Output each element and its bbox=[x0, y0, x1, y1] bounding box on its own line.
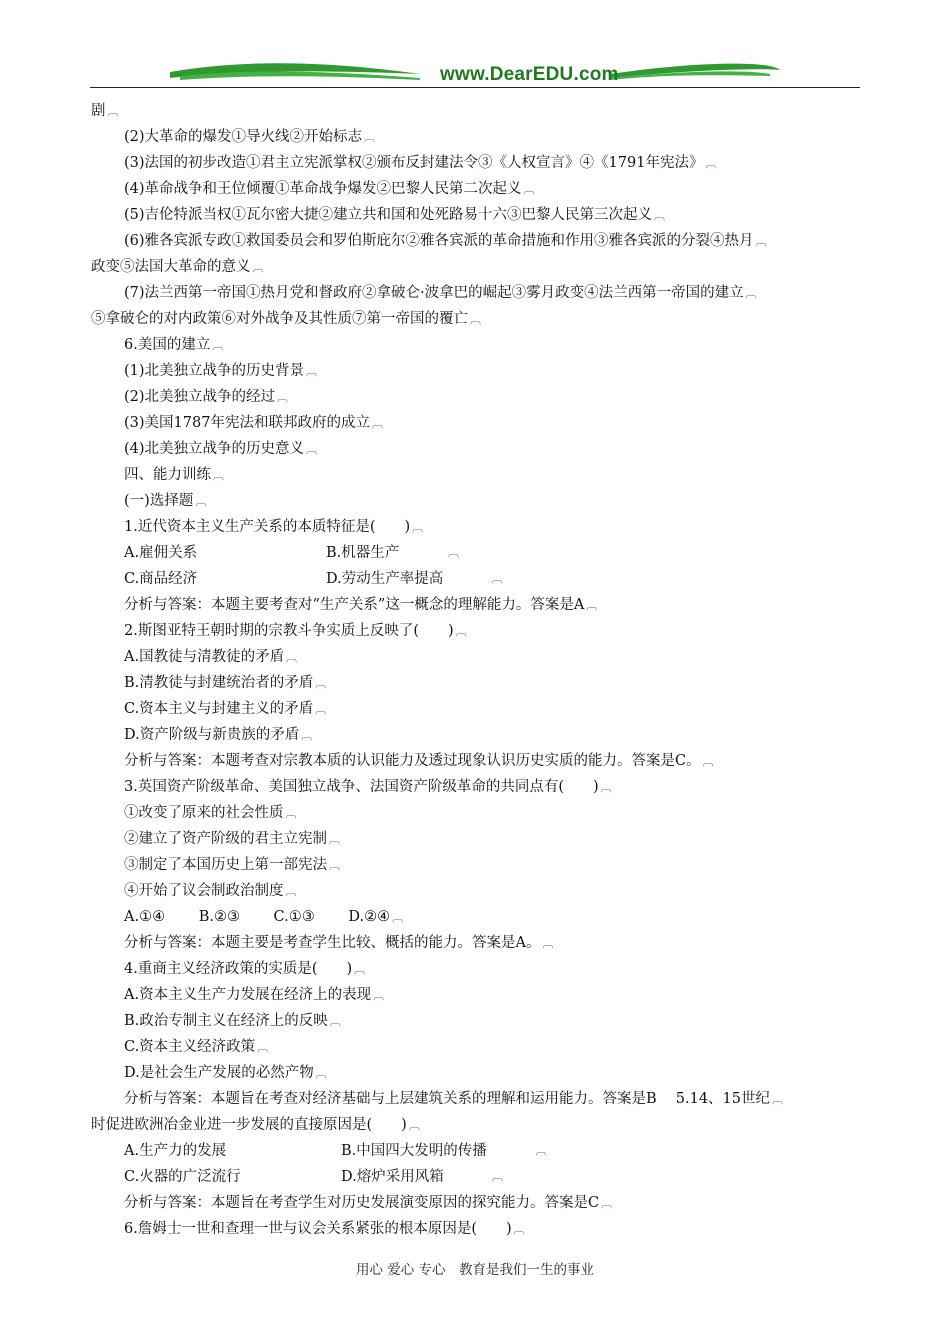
line-text: D.资产阶级与新贵族的矛盾 bbox=[124, 727, 300, 743]
text-line bbox=[91, 1060, 861, 1086]
text-line bbox=[91, 1112, 861, 1138]
line-text: 3.英国资产阶级革命、美国独立战争、法国资产阶级革命的共同点有( ) bbox=[124, 779, 599, 795]
line-text: (7)法兰西第一帝国①热月党和督政府②拿破仑·波拿巴的崛起③雾月政变④法兰西第一帝国的建立 bbox=[124, 285, 744, 301]
line-text: ②建立了资产阶级的君主立宪制 bbox=[124, 831, 327, 847]
text-line bbox=[91, 254, 861, 280]
document-body bbox=[91, 98, 861, 1242]
text-line bbox=[91, 956, 861, 982]
paragraph-mark-icon: ︹ bbox=[252, 261, 264, 274]
line-text: 1.近代资本主义生产关系的本质特征是( ) bbox=[124, 519, 411, 535]
line-text: (1)北美独立战争的历史背景 bbox=[124, 363, 305, 379]
line-text: (2)大革命的爆发①导火线②开始标志 bbox=[124, 129, 363, 145]
header-rule bbox=[90, 87, 860, 88]
line-text: 4.重商主义经济政策的实质是( ) bbox=[124, 961, 353, 977]
paragraph-mark-icon: ︹ bbox=[329, 859, 340, 872]
line-text: A.①④ B.②③ C.①③ D.②④ bbox=[124, 909, 391, 925]
line-text: C.资本主义经济政策 bbox=[124, 1039, 256, 1055]
paragraph-mark-icon: ︹ bbox=[286, 651, 298, 664]
paragraph-mark-icon: ︹ bbox=[277, 391, 289, 404]
text-line bbox=[91, 1190, 861, 1216]
paragraph-mark-icon: ︹ bbox=[702, 755, 714, 768]
line-text: 分析与答案：本题旨在考查学生对历史发展演变原因的探究能力。答案是C bbox=[124, 1195, 600, 1211]
text-line bbox=[91, 618, 861, 644]
text-line bbox=[91, 514, 861, 540]
paragraph-mark-icon: ︹ bbox=[772, 1093, 783, 1106]
line-text: (一)选择题 bbox=[124, 493, 194, 509]
line-text: ①改变了原来的社会性质 bbox=[124, 805, 284, 821]
text-line bbox=[91, 228, 861, 254]
paragraph-mark-icon: ︹ bbox=[306, 443, 318, 456]
paragraph-mark-icon: ︹ bbox=[213, 469, 224, 482]
text-line bbox=[91, 826, 861, 852]
paragraph-mark-icon: ︹ bbox=[542, 937, 554, 950]
paragraph-mark-icon: ︹ bbox=[601, 1197, 613, 1210]
text-line bbox=[91, 306, 861, 332]
line-text: D.是社会生产发展的必然产物 bbox=[124, 1065, 314, 1081]
line-text: 政变⑤法国大革命的意义 bbox=[91, 259, 251, 275]
line-text: 2.斯图亚特王朝时期的宗教斗争实质上反映了( ) bbox=[124, 623, 454, 639]
paragraph-mark-icon: ︹ bbox=[455, 625, 467, 638]
line-text: 时促进欧洲冶金业进一步发展的直接原因是( ) bbox=[91, 1117, 407, 1133]
line-text: 分析与答案：本题主要考查对“生产关系”这一概念的理解能力。答案是A bbox=[124, 597, 585, 613]
line-text: C.商品经济 bbox=[124, 571, 198, 587]
line-text: (6)雅各宾派专政①救国委员会和罗伯斯庇尔②雅各宾派的革命措施和作用③雅各宾派的分裂④热月 bbox=[124, 233, 754, 249]
text-line bbox=[91, 280, 861, 306]
page-footer: 用心 爱心 专心 教育是我们一生的事业 bbox=[355, 1262, 595, 1278]
line-text: B.政治专制主义在经济上的反映 bbox=[124, 1013, 328, 1029]
paragraph-mark-icon: ︹ bbox=[470, 313, 481, 326]
paragraph-mark-icon: ︹ bbox=[492, 1170, 503, 1183]
text-line bbox=[91, 852, 861, 878]
text-line bbox=[91, 1086, 861, 1112]
line-text: 剧 bbox=[91, 103, 106, 119]
text-line bbox=[91, 722, 861, 748]
text-line bbox=[91, 124, 861, 150]
line-text: ④开始了议会制政治制度 bbox=[124, 883, 284, 899]
line-text: C.火器的广泛流行 bbox=[124, 1169, 241, 1185]
line-text: (2)北美独立战争的经过 bbox=[124, 389, 276, 405]
paragraph-mark-icon: ︹ bbox=[301, 729, 313, 742]
line-text: B.清教徒与封建统治者的矛盾 bbox=[124, 675, 314, 691]
paragraph-mark-icon: ︹ bbox=[257, 1041, 269, 1054]
option-text: D.熔炉采用风箱 bbox=[341, 1169, 444, 1185]
line-text: ⑤拿破仑的对内政策⑥对外战争及其性质⑦第一帝国的覆亡 bbox=[91, 311, 468, 327]
text-line bbox=[91, 1138, 861, 1164]
paragraph-mark-icon: ︹ bbox=[412, 521, 424, 534]
text-line bbox=[91, 592, 861, 618]
line-text: 分析与答案：本题考查对宗教本质的认识能力及透过现象认识历史实质的能力。答案是C。 bbox=[124, 753, 701, 769]
line-text: A.雇佣关系 bbox=[124, 545, 198, 561]
paragraph-mark-icon: ︹ bbox=[315, 703, 327, 716]
paragraph-mark-icon: ︹ bbox=[285, 807, 297, 820]
paragraph-mark-icon: ︹ bbox=[392, 911, 404, 924]
text-line bbox=[91, 904, 861, 930]
text-line bbox=[91, 930, 861, 956]
text-line bbox=[91, 98, 861, 124]
paragraph-mark-icon: ︹ bbox=[600, 781, 612, 794]
line-text: A.资本主义生产力发展在经济上的表现 bbox=[124, 987, 372, 1003]
text-line bbox=[91, 176, 861, 202]
text-line bbox=[91, 410, 861, 436]
text-line bbox=[91, 696, 861, 722]
paragraph-mark-icon: ︹ bbox=[364, 131, 376, 144]
site-logo[interactable]: www.DearEDU.com bbox=[440, 64, 619, 85]
text-line bbox=[91, 358, 861, 384]
text-line bbox=[91, 488, 861, 514]
option-text: D.劳动生产率提高 bbox=[326, 571, 444, 587]
text-line bbox=[91, 462, 861, 488]
text-line bbox=[91, 566, 861, 592]
text-line bbox=[91, 332, 861, 358]
line-text: (5)吉伦特派当权①瓦尔密大捷②建立共和国和处死路易十六③巴黎人民第三次起义 bbox=[124, 207, 653, 223]
text-line bbox=[91, 1034, 861, 1060]
text-line bbox=[91, 644, 861, 670]
text-line bbox=[91, 878, 861, 904]
page-header bbox=[90, 58, 860, 90]
text-line bbox=[91, 748, 861, 774]
text-line bbox=[91, 540, 861, 566]
text-line bbox=[91, 670, 861, 696]
line-text: C.资本主义与封建主义的矛盾 bbox=[124, 701, 314, 717]
paragraph-mark-icon: ︹ bbox=[745, 287, 757, 300]
line-text: A.国教徒与清教徒的矛盾 bbox=[124, 649, 285, 665]
line-text: (4)北美独立战争的历史意义 bbox=[124, 441, 305, 457]
text-line bbox=[91, 1216, 861, 1242]
text-line bbox=[91, 150, 861, 176]
option-text: B.中国四大发明的传播 bbox=[341, 1143, 487, 1159]
paragraph-mark-icon: ︹ bbox=[329, 833, 340, 846]
paragraph-mark-icon: ︹ bbox=[586, 599, 598, 612]
line-text: 6.美国的建立 bbox=[124, 337, 211, 353]
paragraph-mark-icon: ︹ bbox=[535, 1144, 547, 1157]
paragraph-mark-icon: ︹ bbox=[329, 1015, 341, 1028]
paragraph-mark-icon: ︹ bbox=[195, 495, 207, 508]
line-text: (3)美国1787年宪法和联邦政府的成立 bbox=[124, 415, 370, 431]
paragraph-mark-icon: ︹ bbox=[107, 105, 119, 118]
text-line bbox=[91, 436, 861, 462]
text-line bbox=[91, 800, 861, 826]
text-line bbox=[91, 774, 861, 800]
paragraph-mark-icon: ︹ bbox=[354, 963, 366, 976]
paragraph-mark-icon: ︹ bbox=[315, 1067, 327, 1080]
option-text: B.机器生产 bbox=[326, 545, 400, 561]
paragraph-mark-icon: ︹ bbox=[373, 989, 385, 1002]
paragraph-mark-icon: ︹ bbox=[408, 1119, 420, 1132]
text-line bbox=[91, 982, 861, 1008]
text-line bbox=[91, 1164, 861, 1190]
line-text: (4)革命战争和王位倾覆①革命战争爆发②巴黎人民第二次起义 bbox=[124, 181, 522, 197]
line-text: 四、能力训练 bbox=[124, 467, 211, 483]
paragraph-mark-icon: ︹ bbox=[371, 417, 383, 430]
line-text: 分析与答案：本题主要是考查学生比较、概括的能力。答案是A。 bbox=[124, 935, 541, 951]
paragraph-mark-icon: ︹ bbox=[491, 572, 503, 585]
line-text: 6.詹姆士一世和查理一世与议会关系紧张的根本原因是( ) bbox=[124, 1221, 512, 1237]
line-text: A.生产力的发展 bbox=[124, 1143, 227, 1159]
paragraph-mark-icon: ︹ bbox=[654, 209, 666, 222]
line-text: (3)法国的初步改造①君主立宪派掌权②颁布反封建法令③《人权宣言》④《1791年宪法》 bbox=[124, 155, 704, 171]
paragraph-mark-icon: ︹ bbox=[306, 365, 318, 378]
paragraph-mark-icon: ︹ bbox=[212, 339, 224, 352]
line-text: 分析与答案：本题旨在考查对经济基础与上层建筑关系的理解和运用能力。答案是B 5.14、15世纪 bbox=[124, 1091, 770, 1107]
text-line bbox=[91, 202, 861, 228]
line-text: ③制定了本国历史上第一部宪法 bbox=[124, 857, 327, 873]
paragraph-mark-icon: ︹ bbox=[755, 235, 767, 248]
paragraph-mark-icon: ︹ bbox=[285, 885, 297, 898]
text-line bbox=[91, 384, 861, 410]
paragraph-mark-icon: ︹ bbox=[315, 677, 327, 690]
paragraph-mark-icon: ︹ bbox=[448, 546, 459, 559]
text-line bbox=[91, 1008, 861, 1034]
paragraph-mark-icon: ︹ bbox=[705, 157, 717, 170]
paragraph-mark-icon: ︹ bbox=[513, 1223, 525, 1236]
paragraph-mark-icon: ︹ bbox=[523, 183, 535, 196]
